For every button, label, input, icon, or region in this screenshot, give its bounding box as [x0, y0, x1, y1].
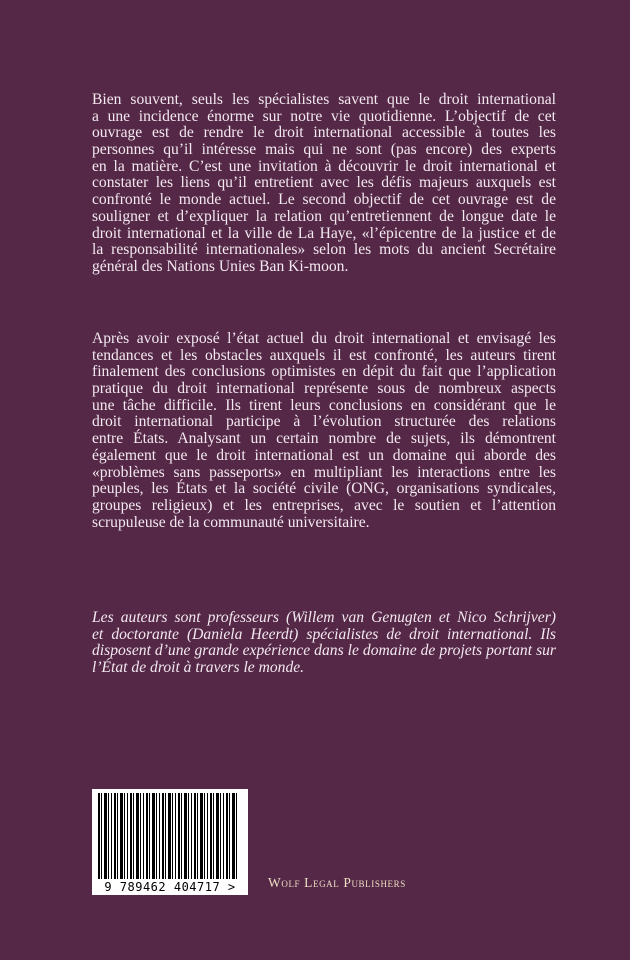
text-line: droit international participe à l’évolution structurée des relations	[92, 413, 556, 431]
barcode-bars	[98, 793, 238, 879]
text-line: également que le droit international est un domaine qui aborde des	[92, 446, 556, 464]
description-paragraph-2	[92, 331, 556, 531]
text-line: ouvrage est de rendre le droit international accessible à toutes les	[92, 124, 556, 142]
text-line: entre États. Analysant un certain nombre de sujets, ils démontrent	[92, 430, 556, 448]
text-line: la responsabilité internationales» selon les mots du ancient Secrétaire	[92, 241, 556, 259]
text-line: et doctorante (Daniela Heerdt) spécialistes de droit international. Ils	[92, 625, 556, 643]
text-line: scrupuleuse de la communauté universitaire.	[92, 513, 370, 531]
text-line: a une incidence énorme sur notre vie quotidienne. L’objectif de cet	[92, 107, 556, 125]
text-line: groupes religieux) et les entreprises, avec le soutien et l’attention	[92, 496, 556, 514]
text-line: droit international et la ville de La Haye, «l’épicentre de la justice et de	[92, 224, 556, 242]
text-line: pratique du droit international représente sous de nombreux aspects	[92, 380, 556, 398]
text-line: peuples, les États et la société civile (ONG, organisations syndicales,	[92, 480, 556, 498]
text-line: confronté le monde actuel. Le second objectif de cet ouvrage est de	[92, 191, 556, 209]
text-line: Après avoir exposé l’état actuel du droit international et envisagé les	[92, 330, 556, 347]
text-line: souligner et d’expliquer la relation qu’entretiennent de longue date le	[92, 207, 556, 225]
text-line: disposent d’une grande expérience dans le domaine de projets portant sur	[92, 642, 556, 660]
isbn-number: 9 789462 404717 >	[104, 880, 236, 894]
publisher-logo: Wolf Legal Publishers	[268, 875, 406, 890]
text-line: général des Nations Unies Ban Ki-moon.	[92, 257, 349, 275]
text-line: Bien souvent, seuls les spécialistes savent que le droit international	[92, 91, 556, 108]
text-line: constater les liens qu’il entretient avec les défis majeurs auxquels est	[92, 174, 556, 192]
authors-paragraph	[92, 610, 556, 677]
description-paragraph-1	[92, 92, 556, 276]
text-line: en la matière. C’est une invitation à découvrir le droit international et	[92, 157, 556, 175]
text-line: une tâche difficile. Ils tirent leurs conclusions en considérant que le	[92, 396, 556, 414]
text-line: «problèmes sans passeports» en multipliant les interactions entre les	[92, 463, 556, 481]
text-line: Les auteurs sont professeurs (Willem van Genugten et Nico Schrijver)	[92, 609, 556, 626]
text-line: l’État de droit à travers le monde.	[92, 659, 305, 677]
text-line: finalement des conclusions optimistes en dépit du fait que l’application	[92, 363, 556, 381]
isbn-barcode	[92, 789, 248, 895]
text-line: personnes qu’il intéresse mais qui ne sont (pas encore) des experts	[92, 141, 556, 159]
text-line: tendances et les obstacles auxquels il est confronté, les auteurs tirent	[92, 346, 556, 364]
